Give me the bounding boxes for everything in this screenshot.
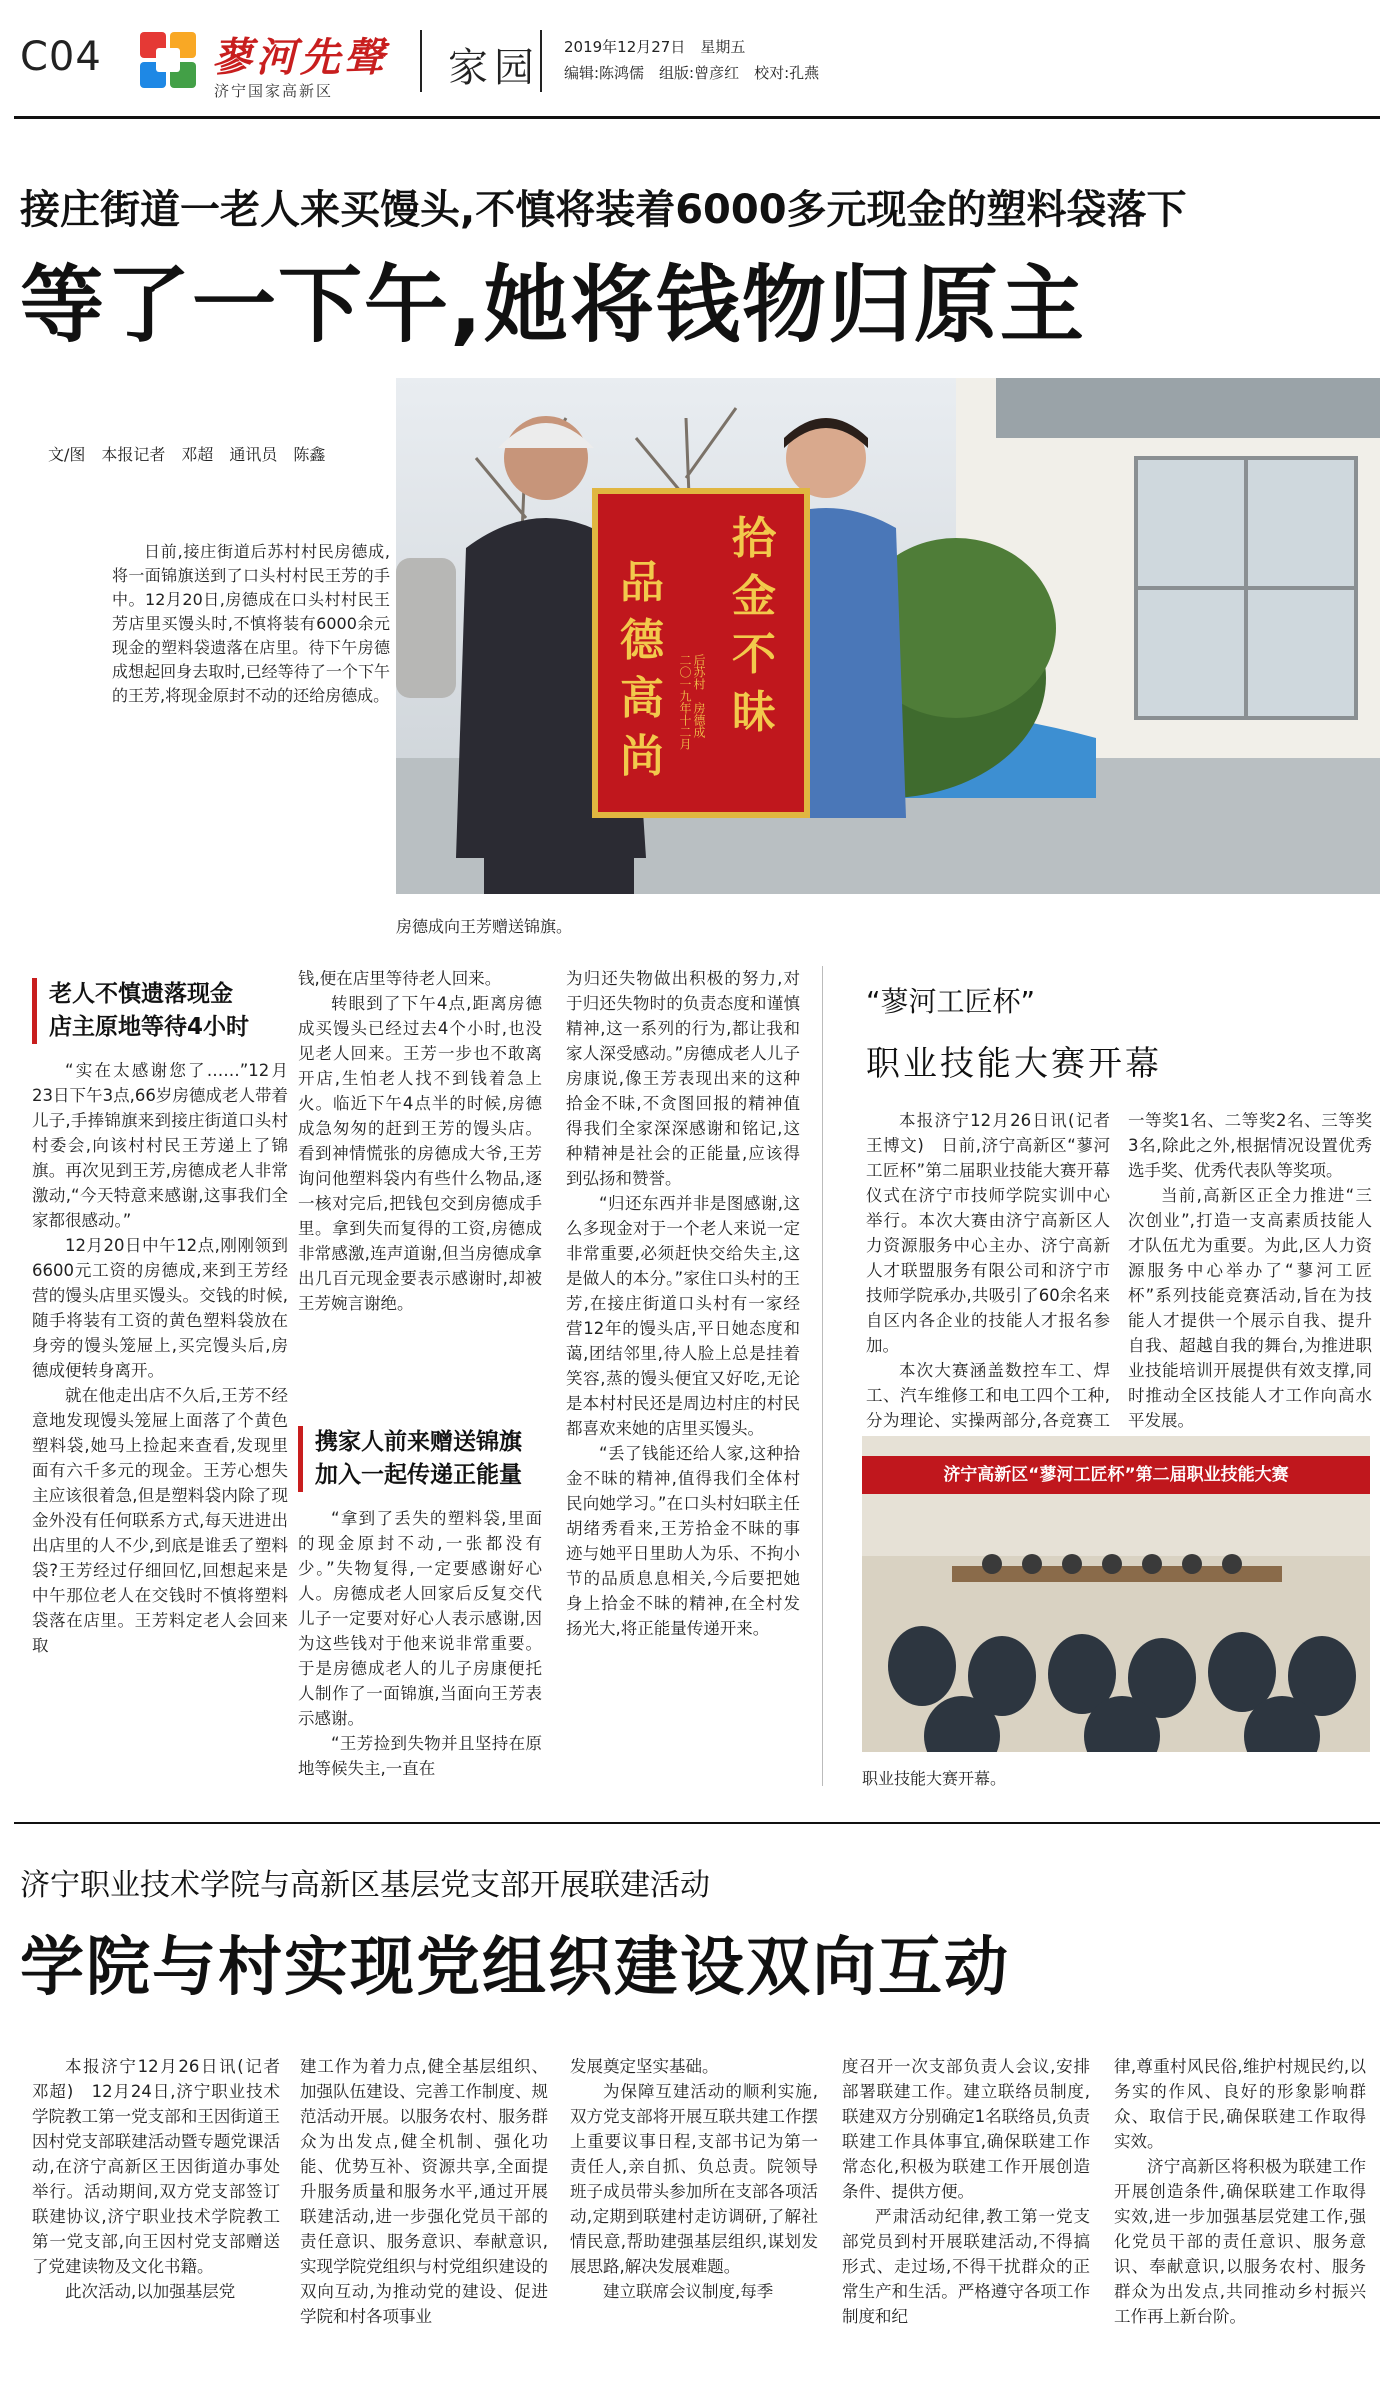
paragraph: 度召开一次支部负责人会议,安排部署联建工作。建立联络员制度,联建双方分别确定1名联络员,负责联建工作具体事宜,确保联建工作常态化,积极为联建工作开展创造条件、提供方便。 bbox=[842, 2057, 1090, 2201]
banner-char: 不 bbox=[732, 629, 776, 680]
story1-kicker: 接庄街道一老人来买馒头,不慎将装着6000多元现金的塑料袋落下 bbox=[20, 187, 1187, 233]
paragraph: 建工作为着力点,健全基层组织、加强队伍建设、完善工作制度、规范活动开展。以服务农村、服务群众为出发点,健全机制、强化功能、优势互补、资源共享,全面提升服务质量和服务水平,通过开展联建活动,进一步强化党员干部的责任意识、服务意识、奉献意识,实现学院党组织与村党组织建设的双向互动,为推动党的建设、促进学院和村各项事业 bbox=[300, 2057, 548, 2326]
story2-kicker: “蓼河工匠杯” bbox=[866, 985, 1036, 1018]
paragraph: 本次大赛涵盖数控车工、焊工、汽车维修工和电工四个工种,分为理论、实操两部分,各竞赛工 bbox=[866, 1361, 1110, 1430]
page-number: C04 bbox=[20, 34, 102, 80]
subhead-line: 店主原地等待4小时 bbox=[49, 1014, 250, 1040]
story1-subhead2 bbox=[298, 1426, 542, 1492]
paragraph: “丢了钱能还给人家,这种拾金不昧的精神,值得我们全体村民向她学习。”在口头村妇联主任胡绪秀看来,王芳拾金不昧的事迹与她平日里助人为乐、不拘小节的品质息息相关,今后要把她身上拾金不昧的精神,在全村发扬光大,将正能量传递开来。 bbox=[566, 1444, 800, 1638]
banner-left-column bbox=[612, 554, 672, 786]
column-divider bbox=[822, 966, 823, 1786]
paper-subtitle: 济宁国家高新区 bbox=[214, 82, 334, 100]
masthead-divider bbox=[420, 30, 422, 92]
paragraph: 律,尊重村风民俗,维护村规民约,以务实的作风、良好的形象影响群众、取信于民,确保联建工作取得实效。 bbox=[1114, 2057, 1366, 2151]
story1-col2b bbox=[298, 1506, 542, 1781]
subhead-line: 加入一起传递正能量 bbox=[315, 1462, 522, 1488]
subhead bbox=[32, 978, 290, 1044]
lede-paragraph: 日前,接庄街道后苏村村民房德成,将一面锦旗送到了口头村村民王芳的手中。12月20日,房德成在口头村村民王芳店里买馒头时,不慎将装有6000余元现金的塑料袋遗落在店里。待下午房德成想起回身去取时,已经等待了一个下午的王芳,将现金原封不动的还给房德成。 bbox=[112, 542, 390, 705]
photo-scene bbox=[396, 378, 1380, 894]
paragraph: 此次活动,以加强基层党 bbox=[65, 2282, 236, 2301]
paragraph: “拿到了丢失的塑料袋,里面的现金原封不动,一张都没有少。”失物复得,一定要感谢好心人。房德成老人回家后反复交代儿子一定要对好心人表示感谢,因为这些钱对于他来说非常重要。于是房德成老人的儿子房康便托人制作了一面锦旗,当面向王芳表示感谢。 bbox=[298, 1509, 542, 1728]
story3-col4 bbox=[842, 2054, 1090, 2329]
paragraph: 就在他走出店不久后,王芳不经意地发现馒头笼屉上面落了个黄色塑料袋,她马上捡起来查看,发现里面有六千多元的现金。王芳心想失主应该很着急,但是塑料袋内除了现金外没有任何联系方式,每天进进出出店里的人不少,到底是谁丢了塑料袋?王芳经过仔细回忆,回想起来是中午那位老人在交钱时不慎将塑料袋落在店里。王芳料定老人会回来取 bbox=[32, 1386, 288, 1655]
subhead-line: 老人不慎遗落现金 bbox=[49, 981, 233, 1007]
story1-col1 bbox=[32, 1058, 288, 1658]
paragraph: 济宁高新区将积极为联建工作开展创造条件,确保联建工作取得实效,进一步加强基层党建工作,强化党员干部的责任意识、服务意识、奉献意识,以服务农村、服务群众为出发点,共同推动乡村振兴工作再上新台阶。 bbox=[1114, 2157, 1366, 2326]
subhead-line: 携家人前来赠送锦旗 bbox=[315, 1429, 522, 1455]
story3-kicker: 济宁职业技术学院与高新区基层党支部开展联建活动 bbox=[20, 1868, 710, 1903]
editors-line: 编辑:陈鸿儒 组版:曾彦红 校对:孔燕 bbox=[564, 64, 820, 82]
paragraph-continued: 钱,便在店里等待老人回来。 bbox=[298, 969, 502, 988]
banner-char: 德 bbox=[620, 615, 664, 666]
story1-subhead1 bbox=[32, 978, 290, 1044]
paper-name: 蓼河先聲 bbox=[212, 34, 388, 81]
story1-byline: 文/图 本报记者 邓超 通讯员 陈鑫 bbox=[48, 445, 326, 464]
masthead-rule bbox=[14, 116, 1380, 119]
story2-title: 职业技能大赛开幕 bbox=[866, 1044, 1162, 1084]
paragraph: 当前,高新区正全力推进“三次创业”,打造一支高素质技能人才队伍尤为重要。为此,区人力资源服务中心举办了“蓼河工匠杯”系列技能竞赛活动,旨在为技能人才提供一个展示自我、提升自我、超越自我的舞台,为推进职业技能培训开展提供有效支撑,同时推动全区技能人才工作向高水平发展。 bbox=[1128, 1186, 1372, 1430]
subhead bbox=[298, 1426, 542, 1492]
paragraph: 一等奖1名、二等奖2名、三等奖3名,除此之外,根据情况设置优秀选手奖、优秀代表队等奖项。 bbox=[1128, 1111, 1372, 1180]
banner-char: 昧 bbox=[732, 687, 776, 738]
masthead-divider bbox=[540, 30, 542, 92]
story2-col1 bbox=[866, 1108, 1127, 1458]
banner-small-text: 后苏村 房德成 二〇一九年十二月 bbox=[678, 654, 706, 750]
banner-char: 拾 bbox=[732, 513, 776, 564]
banner-char: 品 bbox=[620, 557, 664, 608]
story2-col2 bbox=[1128, 1108, 1372, 1433]
story3-col1 bbox=[32, 2054, 297, 2304]
paragraph: 本报济宁12月26日讯(记者 王博文) 日前,济宁高新区“蓼河工匠杯”第二届职业技能大赛开幕仪式在济宁市技师学院实训中心举行。本次大赛由济宁高新区人力资源服务中心主办、济宁高新人才联盟服务有限公司和济宁市技师学院承办,共吸引了60余名来自区内各企业的技能人才报名参加。 bbox=[866, 1111, 1127, 1355]
story1-title: 等了一下午,她将钱物归原主 bbox=[20, 256, 1086, 354]
banner-char: 高 bbox=[620, 673, 664, 724]
section-rule bbox=[14, 1822, 1380, 1824]
paragraph: 发展奠定坚实基础。 bbox=[570, 2057, 719, 2076]
event-banner: 济宁高新区“蓼河工匠杯”第二届职业技能大赛 bbox=[862, 1456, 1370, 1494]
story1-photo-caption: 房德成向王芳赠送锦旗。 bbox=[396, 917, 573, 936]
banner-char: 尚 bbox=[620, 731, 664, 782]
story3-col3 bbox=[570, 2054, 818, 2304]
banner-char: 金 bbox=[732, 571, 776, 622]
banner-right-column bbox=[714, 510, 794, 742]
story1-col3 bbox=[566, 966, 800, 1641]
story1-photo bbox=[396, 378, 1380, 894]
story1-lede bbox=[112, 540, 390, 708]
story3-title: 学院与村实现党组织建设双向互动 bbox=[20, 1931, 1010, 2005]
issue-date: 2019年12月27日 星期五 bbox=[564, 38, 746, 56]
paragraph: 严肃活动纪律,教工第一党支部党员到村开展联建活动,不得搞形式、走过场,不得干扰群众的正常生产和生活。严格遵守各项工作制度和纪 bbox=[842, 2207, 1090, 2326]
paragraph: 12月20日中午12点,刚刚领到6600元工资的房德成,来到王芳经营的馒头店里买馒头。交钱的时候,随手将装有工资的黄色塑料袋放在身旁的馒头笼屉上,买完馒头后,房德成便转身离开。 bbox=[32, 1236, 288, 1380]
paragraph: 转眼到了下午4点,距离房德成买馒头已经过去4个小时,也没见老人回来。王芳一步也不敢离开店,生怕老人找不到钱着急上火。临近下午4点半的时候,房德成急匆匆的赶到王芳的馒头店。看到神情慌张的房德成大爷,王芳询问他塑料袋内有些什么物品,逐一核对完后,把钱包交到房德成手里。拿到失而复得的工资,房德成非常感激,连声道谢,但当房德成拿出几百元现金要表示感谢时,却被王芳婉言谢绝。 bbox=[298, 994, 542, 1313]
logo-icon bbox=[140, 32, 196, 88]
banner bbox=[592, 488, 810, 818]
paragraph: 建立联席会议制度,每季 bbox=[603, 2282, 774, 2301]
story2-photo-caption: 职业技能大赛开幕。 bbox=[862, 1769, 1007, 1788]
paragraph: 为保障互建活动的顺利实施,双方党支部将开展互联共建工作摆上重要议事日程,支部书记为第一责任人,亲自抓、负总责。院领导班子成员带头参加所在支部各项活动,定期到联建村走访调研,了解社情民意,帮助建强基层组织,谋划发展思路,解决发展难题。 bbox=[570, 2082, 818, 2276]
story2-photo bbox=[862, 1436, 1370, 1752]
paragraph: “王芳捡到失物并且坚持在原地等候失主,一直在 bbox=[298, 1734, 542, 1778]
story3-col2 bbox=[300, 2054, 548, 2329]
story3-col5 bbox=[1114, 2054, 1366, 2329]
paragraph: “归还东西并非是图感谢,这么多现金对于一个老人来说一定非常重要,必须赶快交给失主,这是做人的本分。”家住口头村的王芳,在接庄街道口头村有一家经营12年的馒头店,平日她态度和蔼,团结邻里,待人脸上总是挂着笑容,蒸的馒头便宜又好吃,无论是本村村民还是周边村庄的村民都喜欢来她的店里买馒头。 bbox=[566, 1194, 800, 1438]
section-name: 家园 bbox=[448, 45, 540, 91]
paragraph: 本报济宁12月26日讯(记者 邓超) 12月24日,济宁职业技术学院教工第一党支部和王因街道王因村党支部联建活动暨专题党课活动,在济宁高新区王因街道办事处举行。活动期间,双方党支部签订联建协议,济宁职业技术学院教工第一党支部,向王因村党支部赠送了党建读物及文化书籍。 bbox=[32, 2057, 297, 2276]
paragraph: “实在太感谢您了……”12月23日下午3点,66岁房德成老人带着儿子,手捧锦旗来到接庄街道口头村村委会,向该村村民王芳递上了锦旗。再次见到王芳,房德成老人非常激动,“今天特意来感谢,这事我们全家都很感动。” bbox=[32, 1061, 288, 1230]
paragraph: 为归还失物做出积极的努力,对于归还失物时的负责态度和谨慎精神,这一系列的行为,都让我和家人深受感动。”房德成老人儿子房康说,像王芳表现出来的这种拾金不昧,不贪图回报的精神值得我们全家深深感谢和铭记,这种精神是社会的正能量,应该得到弘扬和赞誉。 bbox=[566, 969, 800, 1188]
story1-col2 bbox=[298, 966, 542, 1316]
